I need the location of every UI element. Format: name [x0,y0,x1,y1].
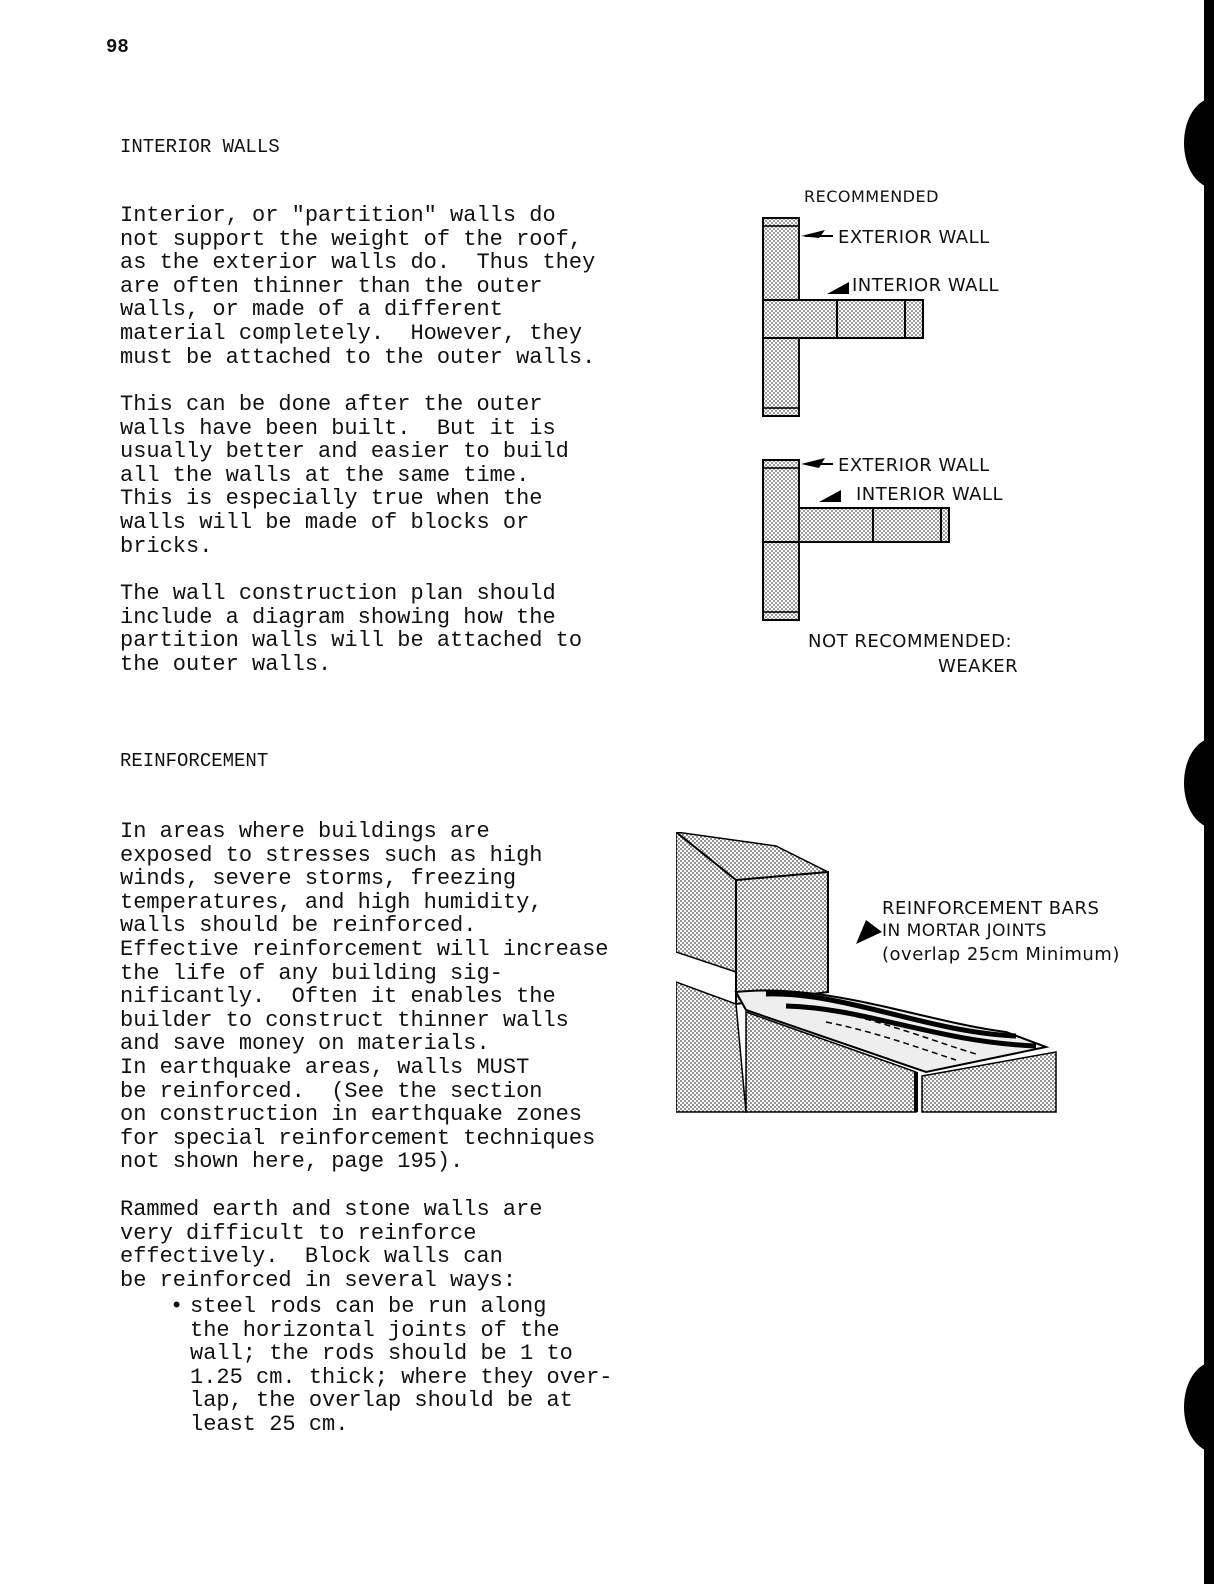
reinforcement-heading: REINFORCEMENT [120,750,269,772]
weaker-label: WEAKER [938,656,1019,677]
interior-paragraph-2: This can be done after the outer walls have been built. But it is usually better and easier to build all the walls at the same time. This is especially true when the walls will be made of blocks or bricks. [120,392,569,559]
reinforcement-paragraph-1: In areas where buildings are exposed to stresses such as high winds, severe storms, freezing temperatures, and high humidity, walls should be reinforced. Effective reinforcement will increase the life of any building sig- nificantly. Often it enables the builder to construct thinner walls and save money on materials. In earthquake areas, walls MUST be reinforced. (See the section on construction in earthquake zones for special reinforcement techniques not shown here, page 195). [120,819,609,1175]
reinforcement-bullet-list [170,1295,612,1437]
exterior-wall-label-1: EXTERIOR WALL [838,227,990,248]
reinforcement-label-line-1: REINFORCEMENT BARS [882,898,1100,919]
interior-walls-heading: INTERIOR WALLS [120,136,280,158]
interior-wall-label-1: INTERIOR WALL [852,275,1000,296]
exterior-wall-label-2: EXTERIOR WALL [838,455,990,476]
wall-junction-diagram [755,210,955,630]
recommended-label: RECOMMENDED [804,187,939,206]
reinforcement-label-line-2: IN MORTAR JOINTS [882,921,1047,941]
reinforcement-diagram [676,832,1076,1132]
list-item: • steel rods can be run along the horizontal joints of the wall; the rods should be 1 to 1.25 cm. thick; where they over- lap, the overlap should be at least 25 cm. [170,1295,612,1437]
interior-wall-label-2: INTERIOR WALL [856,484,1004,505]
binder-hole [1184,1362,1214,1452]
recommended-junction [763,218,923,416]
interior-paragraph-1: Interior, or "partition" walls do not support the weight of the roof, as the exterior walls do. Thus they are often thinner than the outer walls, or made of a different material completely. However, they must be attached to the outer walls. [120,203,596,370]
page-number: 98 [106,36,129,58]
binder-hole [1184,738,1214,828]
binder-hole [1184,98,1214,188]
not-recommended-junction [763,458,949,620]
reinforcement-paragraph-2: Rammed earth and stone walls are very difficult to reinforce effectively. Block walls can be reinforced in several ways: [120,1197,543,1293]
interior-paragraph-3: The wall construction plan should include a diagram showing how the partition walls will be attached to the outer walls. [120,581,583,677]
not-recommended-label: NOT RECOMMENDED: [808,631,1013,652]
reinforcement-label-line-3: (overlap 25cm Minimum) [882,944,1120,965]
